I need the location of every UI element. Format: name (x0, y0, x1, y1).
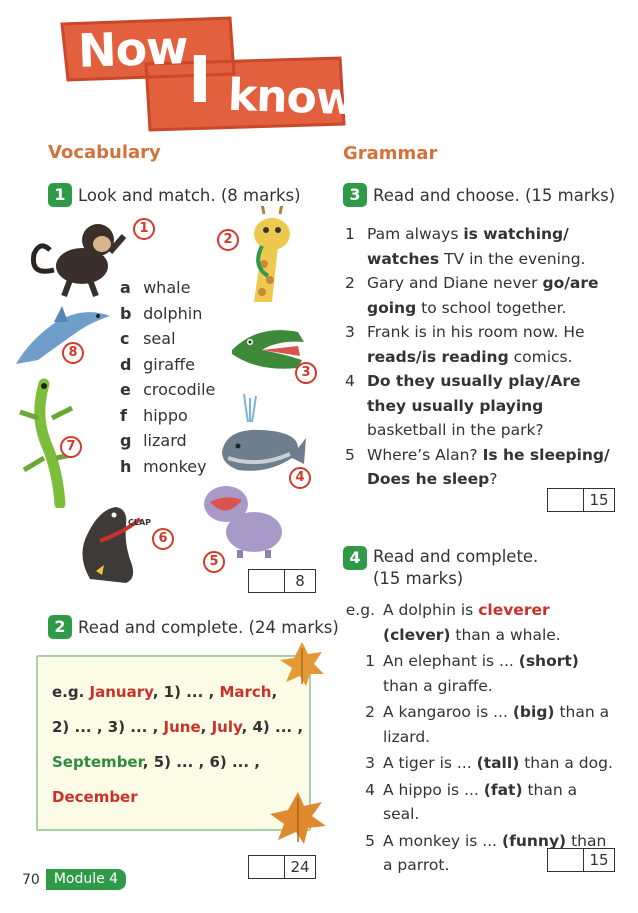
title-word-now: Now (77, 20, 189, 78)
vocab-item: c seal (120, 329, 176, 348)
autumn-leaf-icon (278, 640, 326, 688)
task3-score-box (547, 488, 615, 512)
task1-number-badge: 1 (48, 183, 72, 207)
giraffe-illustration (232, 206, 302, 306)
score-points: 24 (290, 858, 310, 876)
months-line: September, 5) ... , 6) ... , (52, 753, 260, 771)
task2-score-box (248, 855, 316, 879)
months-line: e.g. January, 1) ... , March, (52, 683, 278, 701)
title-word-i: I (188, 44, 211, 118)
task1-instruction: Look and match. (8 marks) (78, 185, 301, 205)
page-footer (22, 869, 126, 890)
task4-item: 1 An elephant is ... (short) than a giraffe. (365, 652, 579, 695)
picture-number: 4 (289, 467, 311, 489)
dolphin-illustration (10, 300, 115, 370)
task2-instruction: Read and complete. (24 marks) (78, 617, 339, 637)
page-number: 70 (22, 871, 40, 888)
task2-heading (48, 615, 339, 639)
module-tag: Module 4 (46, 869, 126, 890)
vocab-item: d giraffe (120, 354, 195, 374)
picture-number: 7 (60, 436, 82, 458)
task3-heading (343, 183, 615, 207)
task4-item: 4 A hippo is ... (fat) than a seal. (365, 780, 578, 823)
task2-number-badge: 2 (48, 615, 72, 639)
title-word-know: know (227, 69, 357, 126)
task4-item: 3 A tiger is ... (tall) than a dog. (365, 754, 613, 772)
score-blank[interactable] (249, 570, 285, 592)
grammar-heading: Grammar (343, 143, 438, 164)
hippo-illustration (198, 476, 288, 560)
monkey-illustration (24, 210, 134, 300)
vocab-item: h monkey (120, 456, 207, 476)
whale-illustration (218, 392, 308, 476)
task4-item: 5 A monkey is ... (funny) than a parrot. (365, 831, 607, 874)
score-points: 15 (589, 491, 609, 509)
vocab-item: e crocodile (120, 380, 216, 399)
task4-list (343, 598, 618, 880)
task4-instruction-line2: (15 marks) (373, 569, 464, 588)
vocab-item: a whale (120, 278, 191, 297)
vocab-word-list (120, 275, 215, 479)
task3-item: 4 Do they usually play/Are they usually playing basketball in the park? (345, 372, 581, 439)
task4-score-box (547, 848, 615, 872)
task4-item: 2 A kangaroo is ... (big) than a lizard. (365, 703, 610, 746)
months-line: 2) ... , 3) ... , June, July, 4) ... , (52, 718, 304, 736)
picture-number: 3 (295, 362, 317, 384)
vocabulary-heading: Vocabulary (48, 142, 161, 163)
vocab-item: g lizard (120, 431, 187, 450)
clap-sound-text: CLAP (128, 518, 152, 527)
task3-item: 1 Pam always is watching/ watches TV in the evening. (345, 225, 586, 268)
task3-instruction: Read and choose. (15 marks) (373, 185, 616, 205)
months-line: December (52, 788, 138, 806)
vocab-item: f hippo (120, 405, 188, 425)
task4-instruction-line1: Read and complete. (373, 547, 539, 566)
task4-item: e.g. A dolphin is cleverer (clever) than a whale. (345, 601, 561, 644)
task4-number-badge: 4 (343, 546, 367, 570)
picture-number: 5 (203, 551, 225, 573)
score-points: 15 (589, 851, 609, 869)
score-blank[interactable] (249, 856, 285, 878)
title-banner (48, 14, 357, 134)
task3-number-badge: 3 (343, 183, 367, 207)
picture-number: 2 (217, 229, 239, 251)
vocab-item: b dolphin (120, 303, 203, 323)
task4-heading (343, 546, 538, 590)
task3-list (345, 222, 617, 492)
autumn-leaf-icon (268, 790, 328, 846)
task3-item: 3 Frank is in his room now. He reads/is reading comics. (345, 323, 585, 366)
picture-number: 6 (152, 528, 174, 550)
picture-number: 8 (62, 342, 84, 364)
picture-number: 1 (133, 218, 155, 240)
task3-item: 5 Where’s Alan? Is he sleeping/ Does he sleep? (345, 445, 610, 488)
score-blank[interactable] (548, 489, 584, 511)
task1-score-box (248, 569, 316, 593)
task3-item: 2 Gary and Diane never go/are going to school together. (345, 274, 599, 317)
score-blank[interactable] (548, 849, 584, 871)
score-points: 8 (295, 572, 305, 590)
task1-heading (48, 183, 301, 207)
